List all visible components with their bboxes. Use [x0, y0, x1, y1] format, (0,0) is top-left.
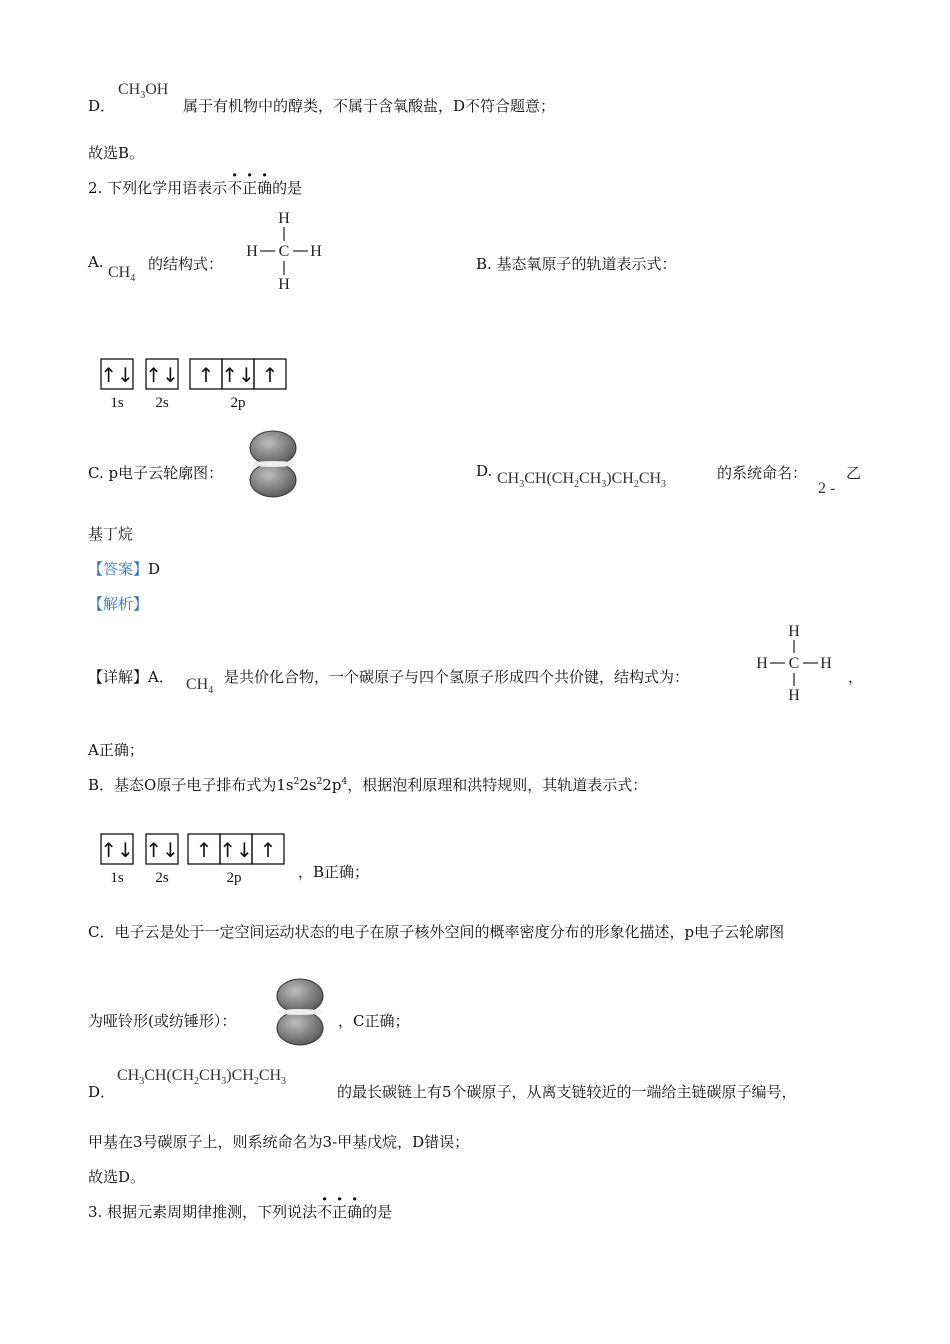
detail-a-formula: $CH_4$ [186, 676, 214, 696]
emphasis-dots: 不正确 [227, 179, 273, 197]
svg-text:↑: ↑ [195, 838, 213, 862]
q2-d-text: 的系统命名： [717, 464, 808, 482]
q1-d-formula: $CH_3OH$ [118, 81, 169, 101]
h-right: H [310, 243, 322, 260]
detail-c-correct: ，C正确； [338, 1012, 410, 1030]
q3-stem: 3. 根据元素周期律推测，下列说法不正确的是 [88, 1203, 393, 1221]
q1-d-label: D． [88, 97, 116, 115]
detail-d-text: 的最长碳链上有5个碳原子，从离支链较近的一端给主链碳原子编号， [337, 1083, 797, 1101]
methane-structure-figure-2 [750, 618, 840, 708]
detail-c-line1: C．电子云是处于一定空间运动状态的电子在原子核外空间的概率密度分布的形象化描述，p电子云轮廓图 [88, 923, 785, 941]
methane-structure-figure [240, 205, 330, 295]
detail-d-formula: $CH_3CH(CH_2CH_3)CH_2CH_3$ [117, 1067, 287, 1087]
detail-a-text: 是共价化合物，一个碳原子与四个氢原子形成四个共价键，结构式为： [224, 668, 690, 686]
detail-c-line2: 为哑铃形(或纺锤形）： [88, 1012, 237, 1030]
analysis-heading: 【解析】 [88, 595, 149, 613]
svg-text:1s: 1s [110, 870, 124, 886]
svg-text:2s: 2s [155, 870, 169, 886]
p-orbital-figure [247, 430, 299, 500]
orbital-box-1s: ↑↓ [100, 363, 134, 387]
emphasis-dots: 不正确 [317, 1203, 363, 1221]
c-center: C [278, 243, 290, 260]
q2-a-label: A. [88, 253, 104, 271]
q1-d-text: 属于有机物中的醇类，不属于含氧酸盐，D不符合题意； [183, 97, 556, 115]
label-2s: 2s [155, 395, 169, 411]
q2-a-formula: $CH_4$ [108, 264, 136, 284]
q2-d-label: D. [476, 462, 493, 480]
orbital-box-2p-2: ↑↓ [221, 363, 255, 387]
q2-stem: 2. 下列化学用语表示不正确的是 [88, 179, 303, 197]
svg-text:H: H [788, 687, 800, 704]
q2-d-name-a: 乙 [846, 464, 862, 482]
svg-text:H: H [788, 623, 800, 640]
svg-text:H: H [820, 655, 832, 672]
detail-a-prefix: 【详解】A． [88, 668, 174, 686]
p-orbital-figure-2 [274, 978, 326, 1048]
detail-d-label: D． [88, 1083, 116, 1101]
label-1s: 1s [110, 395, 124, 411]
orbital-box-2s: ↑↓ [145, 363, 179, 387]
q2-a-text: 的结构式： [148, 255, 224, 273]
svg-text:↑↓: ↑↓ [145, 838, 179, 862]
svg-text:↑↓: ↑↓ [219, 838, 253, 862]
label-2p: 2p [230, 395, 246, 411]
q1-conclusion: 故选B。 [88, 144, 145, 162]
svg-text:↑↓: ↑↓ [100, 838, 134, 862]
q2-conclusion: 故选D。 [88, 1168, 146, 1186]
svg-text:↑: ↑ [259, 838, 277, 862]
h-left: H [246, 243, 258, 260]
q2-d-formula: $CH_3CH(CH_2CH_3)CH_2CH_3$ [497, 470, 667, 490]
answer: 【答案】D [88, 560, 161, 578]
svg-text:C: C [788, 655, 800, 672]
detail-b-text: B．基态O原子电子排布式为$1s^22s^22p^4$，根据泡利原理和洪特规则，其轨道表示式： [88, 776, 648, 794]
orbital-diagram [98, 355, 293, 413]
svg-text:2p: 2p [226, 870, 242, 886]
orbital-box-2p-3: ↑ [261, 363, 279, 387]
q2-c-text: C. p电子云轮廓图： [88, 464, 224, 482]
svg-text:H: H [756, 655, 768, 672]
h-top: H [278, 210, 290, 227]
detail-d-line2: 甲基在3号碳原子上，则系统命名为3-甲基戊烷，D错误； [88, 1133, 470, 1151]
orbital-box-2p-1: ↑ [197, 363, 215, 387]
detail-a-correct: A正确； [88, 741, 144, 759]
h-bottom: H [278, 276, 290, 293]
detail-a-comma: ， [848, 668, 864, 686]
q2-d-name-b: 2 - [818, 480, 836, 497]
q2-b-text: B. 基态氧原子的轨道表示式： [476, 255, 677, 273]
orbital-diagram-2 [98, 830, 293, 888]
q2-d-name-c: 基丁烷 [88, 525, 134, 543]
detail-b-correct: ，B正确； [298, 863, 370, 881]
